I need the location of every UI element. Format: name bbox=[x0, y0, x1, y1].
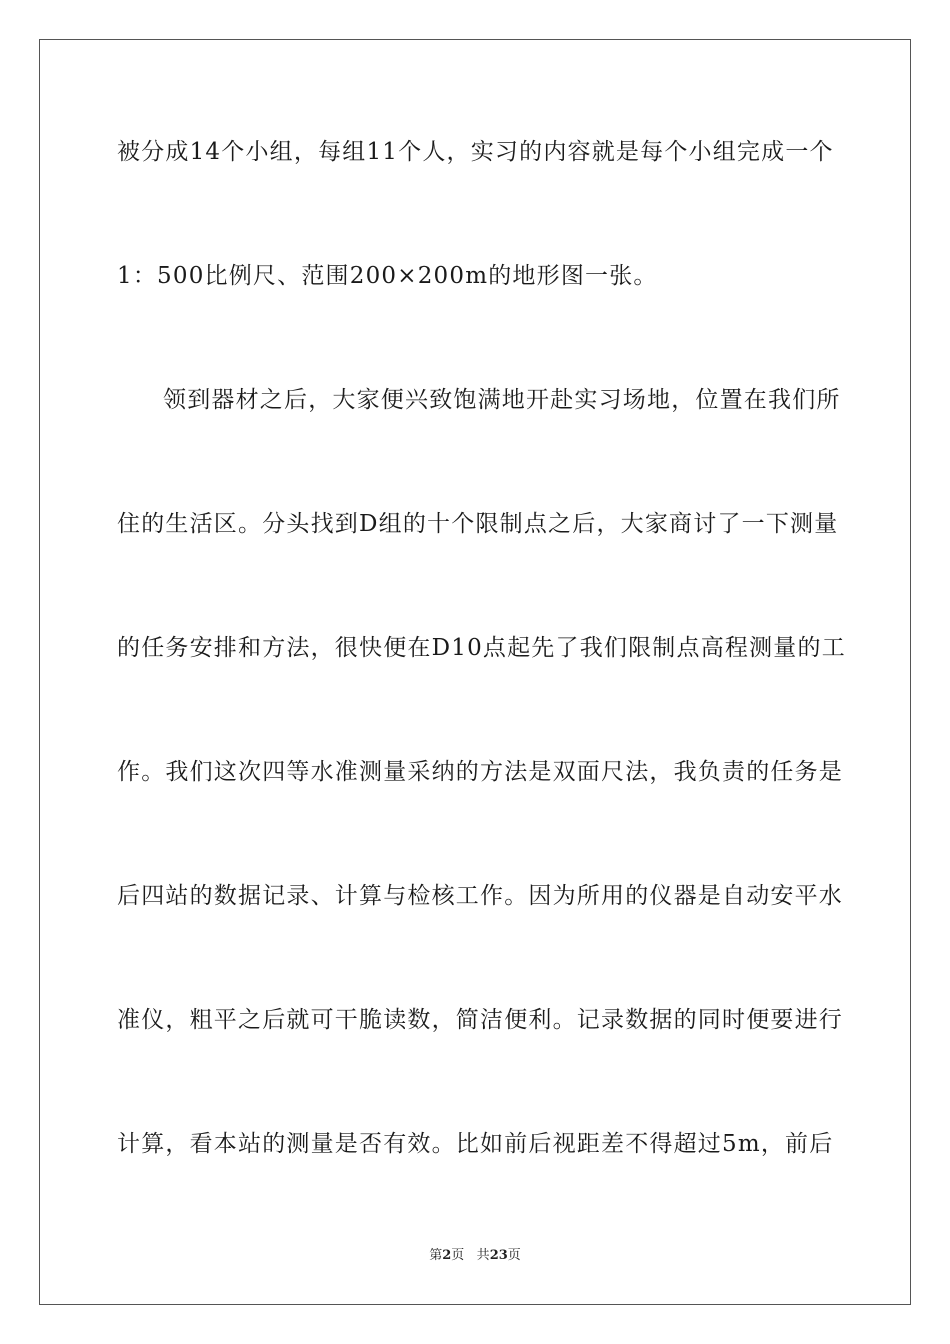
total-page-number: 23 bbox=[489, 1248, 508, 1263]
total-prefix: 共 bbox=[476, 1248, 490, 1263]
page-unit: 页 bbox=[451, 1248, 465, 1263]
paragraph-start-line: 领到器材之后，大家便兴致饱满地开赴实习场地，位置在我们所 bbox=[163, 387, 841, 413]
text-line-4: 住的生活区。分头找到D组的十个限制点之后，大家商讨了一下测量 bbox=[117, 511, 839, 537]
page-prefix: 第 bbox=[429, 1248, 443, 1263]
text-line-2: 1：500比例尺、范围200×200m的地形图一张。 bbox=[117, 263, 658, 289]
page-border bbox=[39, 39, 911, 1305]
text-line-7: 后四站的数据记录、计算与检核工作。因为所用的仪器是自动安平水 bbox=[117, 883, 843, 909]
page-footer bbox=[0, 1247, 950, 1265]
text-line-5: 的任务安排和方法，很快便在D10点起先了我们限制点高程测量的工 bbox=[117, 635, 846, 661]
total-unit: 页 bbox=[507, 1248, 521, 1263]
current-page-number: 2 bbox=[442, 1248, 452, 1263]
text-line-9: 计算，看本站的测量是否有效。比如前后视距差不得超过5m，前后 bbox=[117, 1131, 834, 1157]
text-line-1: 被分成14个小组，每组11个人，实习的内容就是每个小组完成一个 bbox=[117, 139, 834, 165]
text-line-6: 作。我们这次四等水准测量采纳的方法是双面尺法，我负责的任务是 bbox=[117, 759, 843, 785]
text-line-8: 准仪，粗平之后就可干脆读数，简洁便利。记录数据的同时便要进行 bbox=[117, 1007, 843, 1033]
